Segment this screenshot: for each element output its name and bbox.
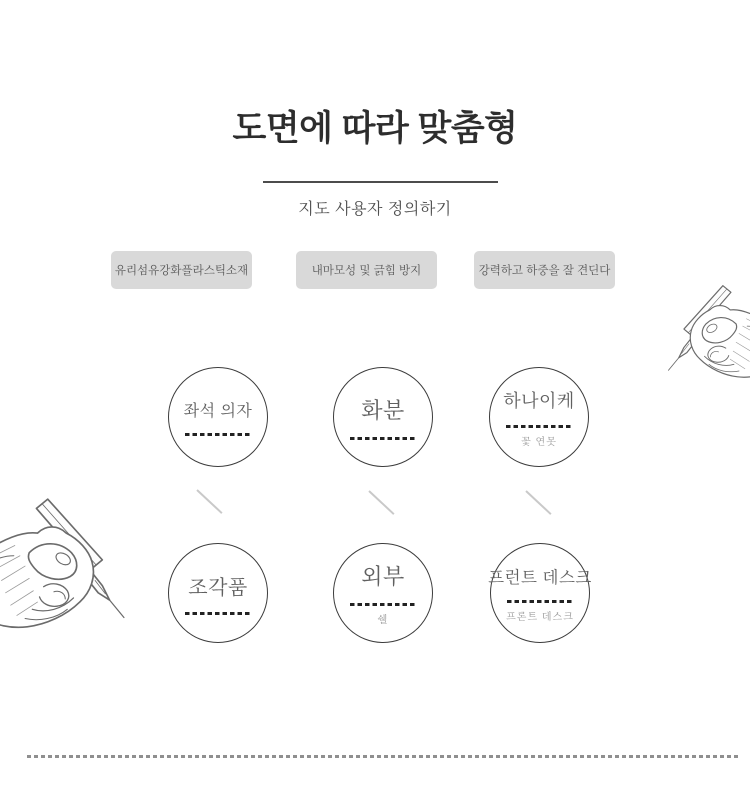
option-circle-exterior	[333, 543, 433, 643]
circle-label: 외부	[361, 564, 405, 589]
option-circle-seat-chair	[168, 367, 268, 467]
dashed-line	[185, 433, 251, 436]
hand-writing-fountain-pen-icon	[642, 282, 750, 392]
dashed-line	[350, 437, 416, 440]
title-divider	[263, 181, 498, 183]
page-title: 도면에 따라 맞춤형	[232, 109, 518, 148]
circle-label: 하나이케	[503, 390, 575, 411]
circle-sublabel: 꽃 연못	[521, 436, 557, 448]
hand-writing-fountain-pen-icon	[0, 494, 161, 648]
option-circle-sculpture	[168, 543, 268, 643]
dashed-line	[350, 603, 416, 606]
page-subtitle: 지도 사용자 정의하기	[298, 201, 452, 218]
circle-label: 조각품	[188, 577, 248, 599]
feature-badge-wear-resistance	[296, 251, 437, 289]
option-circle-flower-pot	[333, 367, 433, 467]
option-circle-front-desk	[490, 543, 590, 643]
dashed-line	[185, 612, 251, 615]
circle-sublabel: 프론트 데스크	[506, 611, 574, 623]
circle-sublabel: 쉘	[377, 615, 389, 626]
option-circle-hanaike	[489, 367, 589, 467]
circle-label: 화분	[361, 398, 405, 423]
feature-badge-material	[111, 251, 252, 289]
dashed-line	[506, 425, 572, 428]
dashed-line	[507, 600, 573, 603]
connector-line	[196, 489, 222, 514]
feature-badge-load-bearing	[474, 251, 615, 289]
bottom-dashed-divider	[27, 755, 738, 758]
circle-label: 좌석 의자	[183, 403, 253, 420]
circle-label: 프런트 데스크	[488, 568, 592, 587]
feature-badge-label: 내마모성 및 긁힘 방지	[311, 265, 422, 277]
connector-line	[525, 490, 551, 515]
connector-line	[368, 490, 394, 515]
feature-badge-label: 강력하고 하중을 잘 견딘다	[478, 265, 611, 277]
feature-badge-label: 유리섬유강화플라스틱소재	[114, 265, 249, 277]
